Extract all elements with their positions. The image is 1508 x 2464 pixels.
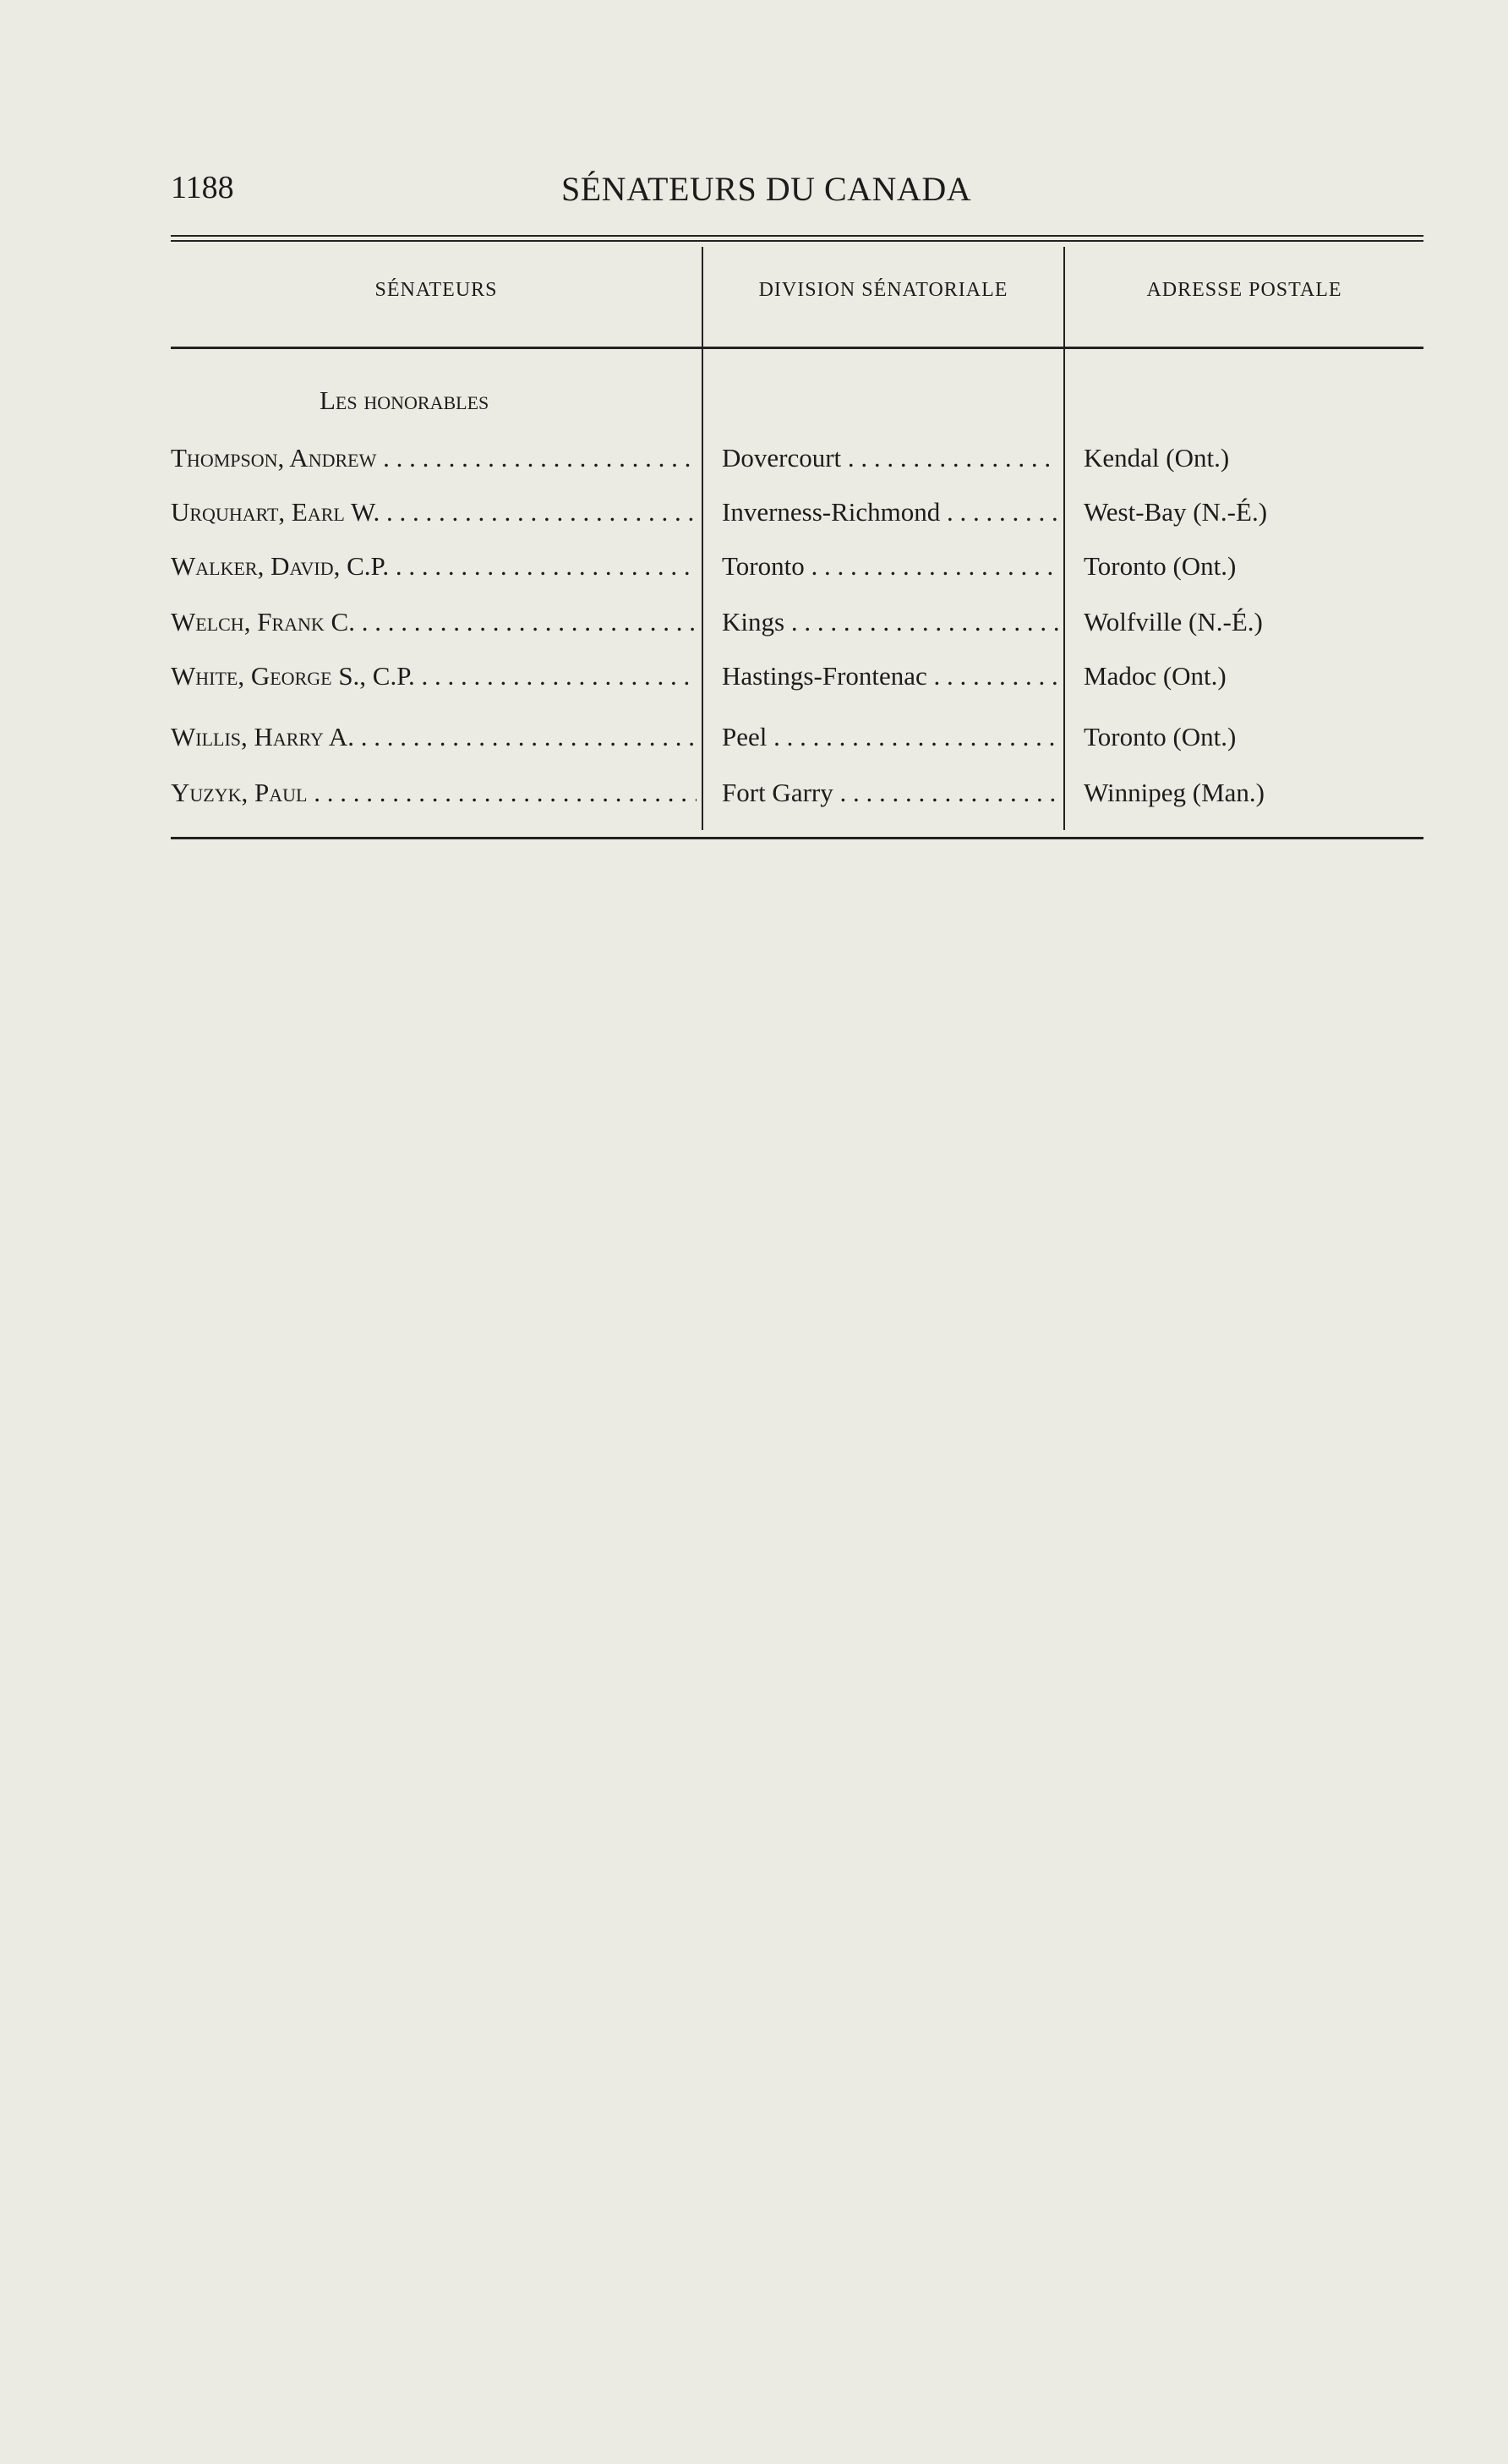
division-name: Fort Garry <box>722 778 833 807</box>
subheading-honorables: Les honorables <box>320 385 489 415</box>
table-row <box>0 776 1508 810</box>
postal-address: Winnipeg (Man.) <box>1084 778 1265 807</box>
column-header-senateurs: SÉNATEURS <box>374 279 498 301</box>
senator-name: Thompson, Andrew <box>171 443 377 473</box>
page-number: 1188 <box>171 170 234 205</box>
postal-address: Toronto (Ont.) <box>1084 722 1237 751</box>
division-name: Dovercourt <box>722 443 842 473</box>
column-header-division: DIVISION SÉNATORIALE <box>758 279 1008 301</box>
senator-name: White, George S., C.P. <box>171 661 415 691</box>
senator-name: Walker, David, C.P. <box>171 551 390 581</box>
postal-address: Kendal (Ont.) <box>1084 443 1230 473</box>
running-title: SÉNATEURS DU CANADA <box>561 170 972 208</box>
senator-name: Urquhart, Earl W. <box>171 497 380 527</box>
senator-name: Welch, Frank C. <box>171 607 355 636</box>
table-row <box>0 549 1508 583</box>
postal-address: Wolfville (N.-É.) <box>1084 607 1263 636</box>
postal-address: Madoc (Ont.) <box>1084 661 1227 691</box>
senator-name: Willis, Harry A. <box>171 722 354 751</box>
division-name: Toronto <box>722 551 805 581</box>
division-name: Inverness-Richmond <box>722 497 941 527</box>
table-row <box>0 720 1508 754</box>
table-row <box>0 659 1508 693</box>
postal-address: West-Bay (N.-É.) <box>1084 497 1268 527</box>
table-row <box>0 605 1508 639</box>
division-name: Peel <box>722 722 768 751</box>
column-header-adresse: ADRESSE POSTALE <box>1146 279 1342 301</box>
top-rule <box>171 235 1423 242</box>
bottom-rule <box>171 837 1423 839</box>
division-name: Hastings-Frontenac <box>722 661 927 691</box>
table-row <box>0 495 1508 529</box>
senator-name: Yuzyk, Paul <box>171 778 308 807</box>
postal-address: Toronto (Ont.) <box>1084 551 1237 581</box>
table-row <box>0 441 1508 475</box>
header-rule <box>171 347 1423 349</box>
division-name: Kings <box>722 607 785 636</box>
